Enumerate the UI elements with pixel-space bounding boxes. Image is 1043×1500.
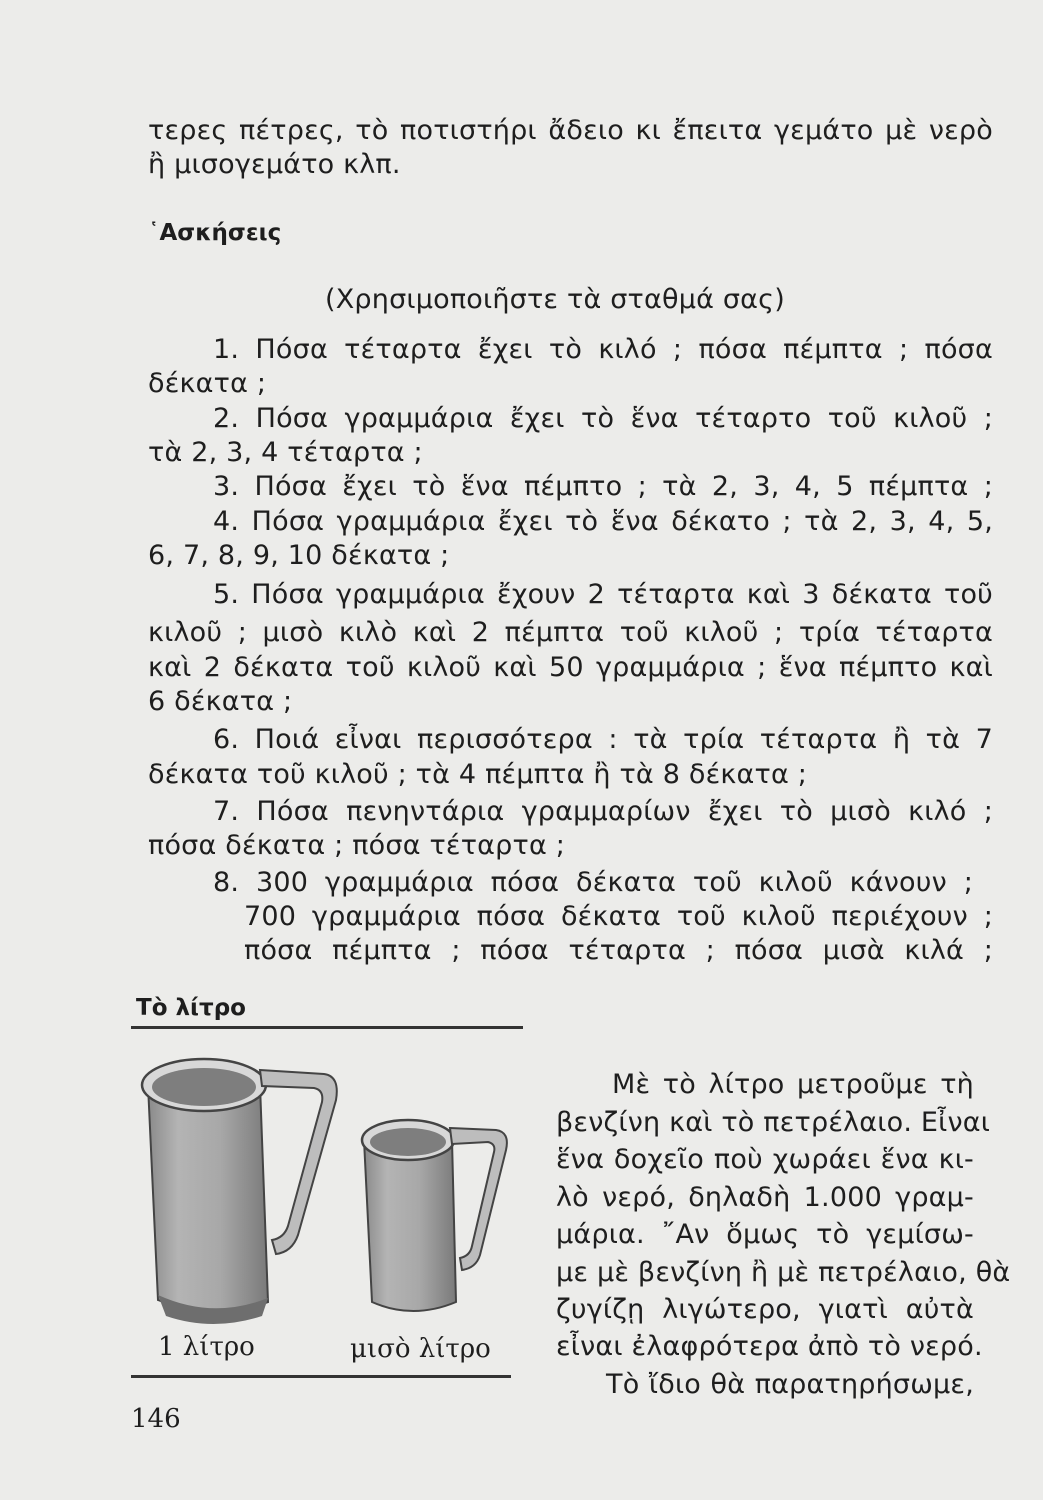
large-jug-icon	[142, 1059, 337, 1324]
exercise-line: πόσα πέμπτα ; πόσα τέταρτα ; πόσα μισὰ κιλά ;	[244, 935, 993, 966]
exercise-line: πόσα δέκατα ; πόσα τέταρτα ;	[148, 830, 566, 861]
exercise-line: 5. Πόσα γραμμάρια ἔχουν 2 τέταρτα καὶ 3 δέκατα τοῦ	[213, 579, 993, 610]
litre-line: ἕνα δοχεῖο ποὺ χωράει ἕνα κι-	[556, 1144, 974, 1175]
exercise-line: 6 δέκατα ;	[148, 686, 293, 717]
exercises-heading: ῾Ασκήσεις	[148, 220, 282, 246]
exercise-line: τὰ 2, 3, 4 τέταρτα ;	[148, 437, 423, 468]
litre-line: Τὸ ἴδιο θὰ παρατηρήσωμε,	[606, 1369, 974, 1400]
litre-line: ζυγίζῃ λιγώτερο, γιατὶ αὐτὰ	[556, 1294, 974, 1325]
litre-heading-rule	[131, 1026, 523, 1029]
page-number: 146	[131, 1404, 181, 1434]
caption-half-litre: μισὸ λίτρο	[350, 1334, 491, 1364]
exercise-line: 6, 7, 8, 9, 10 δέκατα ;	[148, 540, 450, 571]
measuring-jugs-illustration	[128, 1040, 528, 1340]
exercise-line: 8. 300 γραμμάρια πόσα δέκατα τοῦ κιλοῦ κάνουν ;	[213, 867, 973, 898]
caption-one-litre: 1 λίτρο	[158, 1332, 255, 1362]
litre-line: Μὲ τὸ λίτρο μετροῦμε τὴ	[612, 1069, 974, 1100]
exercises-note: (Χρησιμοποιῆστε τὰ σταθμά σας)	[325, 284, 785, 315]
litre-line: μάρια. ῎Αν ὅμως τὸ γεμίσω-	[556, 1219, 974, 1250]
exercise-line: 6. Ποιά εἶναι περισσότερα : τὰ τρία τέταρτα ἢ τὰ 7	[213, 724, 993, 755]
exercise-line: 3. Πόσα ἔχει τὸ ἕνα πέμπτο ; τὰ 2, 3, 4, 5 πέμπτα ;	[213, 471, 993, 502]
litre-line: βενζίνη καὶ τὸ πετρέλαιο. Εἶναι	[556, 1107, 991, 1138]
small-jug-icon	[362, 1120, 507, 1311]
exercise-line: 2. Πόσα γραμμάρια ἔχει τὸ ἕνα τέταρτο τοῦ κιλοῦ ;	[213, 403, 993, 434]
litre-line: εἶναι ἐλαφρότερα ἀπὸ τὸ νερό.	[556, 1331, 983, 1362]
exercise-line: δέκατα ;	[148, 368, 267, 399]
litre-line: με μὲ βενζίνη ἢ μὲ πετρέλαιο, θὰ	[556, 1257, 1011, 1288]
exercise-line: δέκατα τοῦ κιλοῦ ; τὰ 4 πέμπτα ἢ τὰ 8 δέκατα ;	[148, 759, 808, 790]
intro-line-2: ἢ μισογεμάτο κλπ.	[148, 149, 401, 180]
exercise-line: 7. Πόσα πενηντάρια γραμμαρίων ἔχει τὸ μισὸ κιλό ;	[213, 796, 993, 827]
exercise-line: 4. Πόσα γραμμάρια ἔχει τὸ ἕνα δέκατο ; τὰ 2, 3, 4, 5,	[213, 506, 993, 537]
intro-line-1: τερες πέτρες, τὸ ποτιστήρι ἄδειο κι ἔπειτα γεμάτο μὲ νερὸ	[148, 115, 993, 146]
figure-bottom-rule	[131, 1375, 511, 1378]
litre-heading: Τὸ λίτρο	[136, 995, 246, 1021]
litre-line: λὸ νερό, δηλαδὴ 1.000 γραμ-	[556, 1182, 974, 1213]
exercise-line: 1. Πόσα τέταρτα ἔχει τὸ κιλό ; πόσα πέμπτα ; πόσα	[213, 334, 993, 365]
exercise-line: κιλοῦ ; μισὸ κιλὸ καὶ 2 πέμπτα τοῦ κιλοῦ ; τρία τέταρτα	[148, 617, 993, 648]
exercise-line: 700 γραμμάρια πόσα δέκατα τοῦ κιλοῦ περιέχουν ;	[244, 901, 993, 932]
exercise-line: καὶ 2 δέκατα τοῦ κιλοῦ καὶ 50 γραμμάρια ; ἕνα πέμπτο καὶ	[148, 652, 993, 683]
